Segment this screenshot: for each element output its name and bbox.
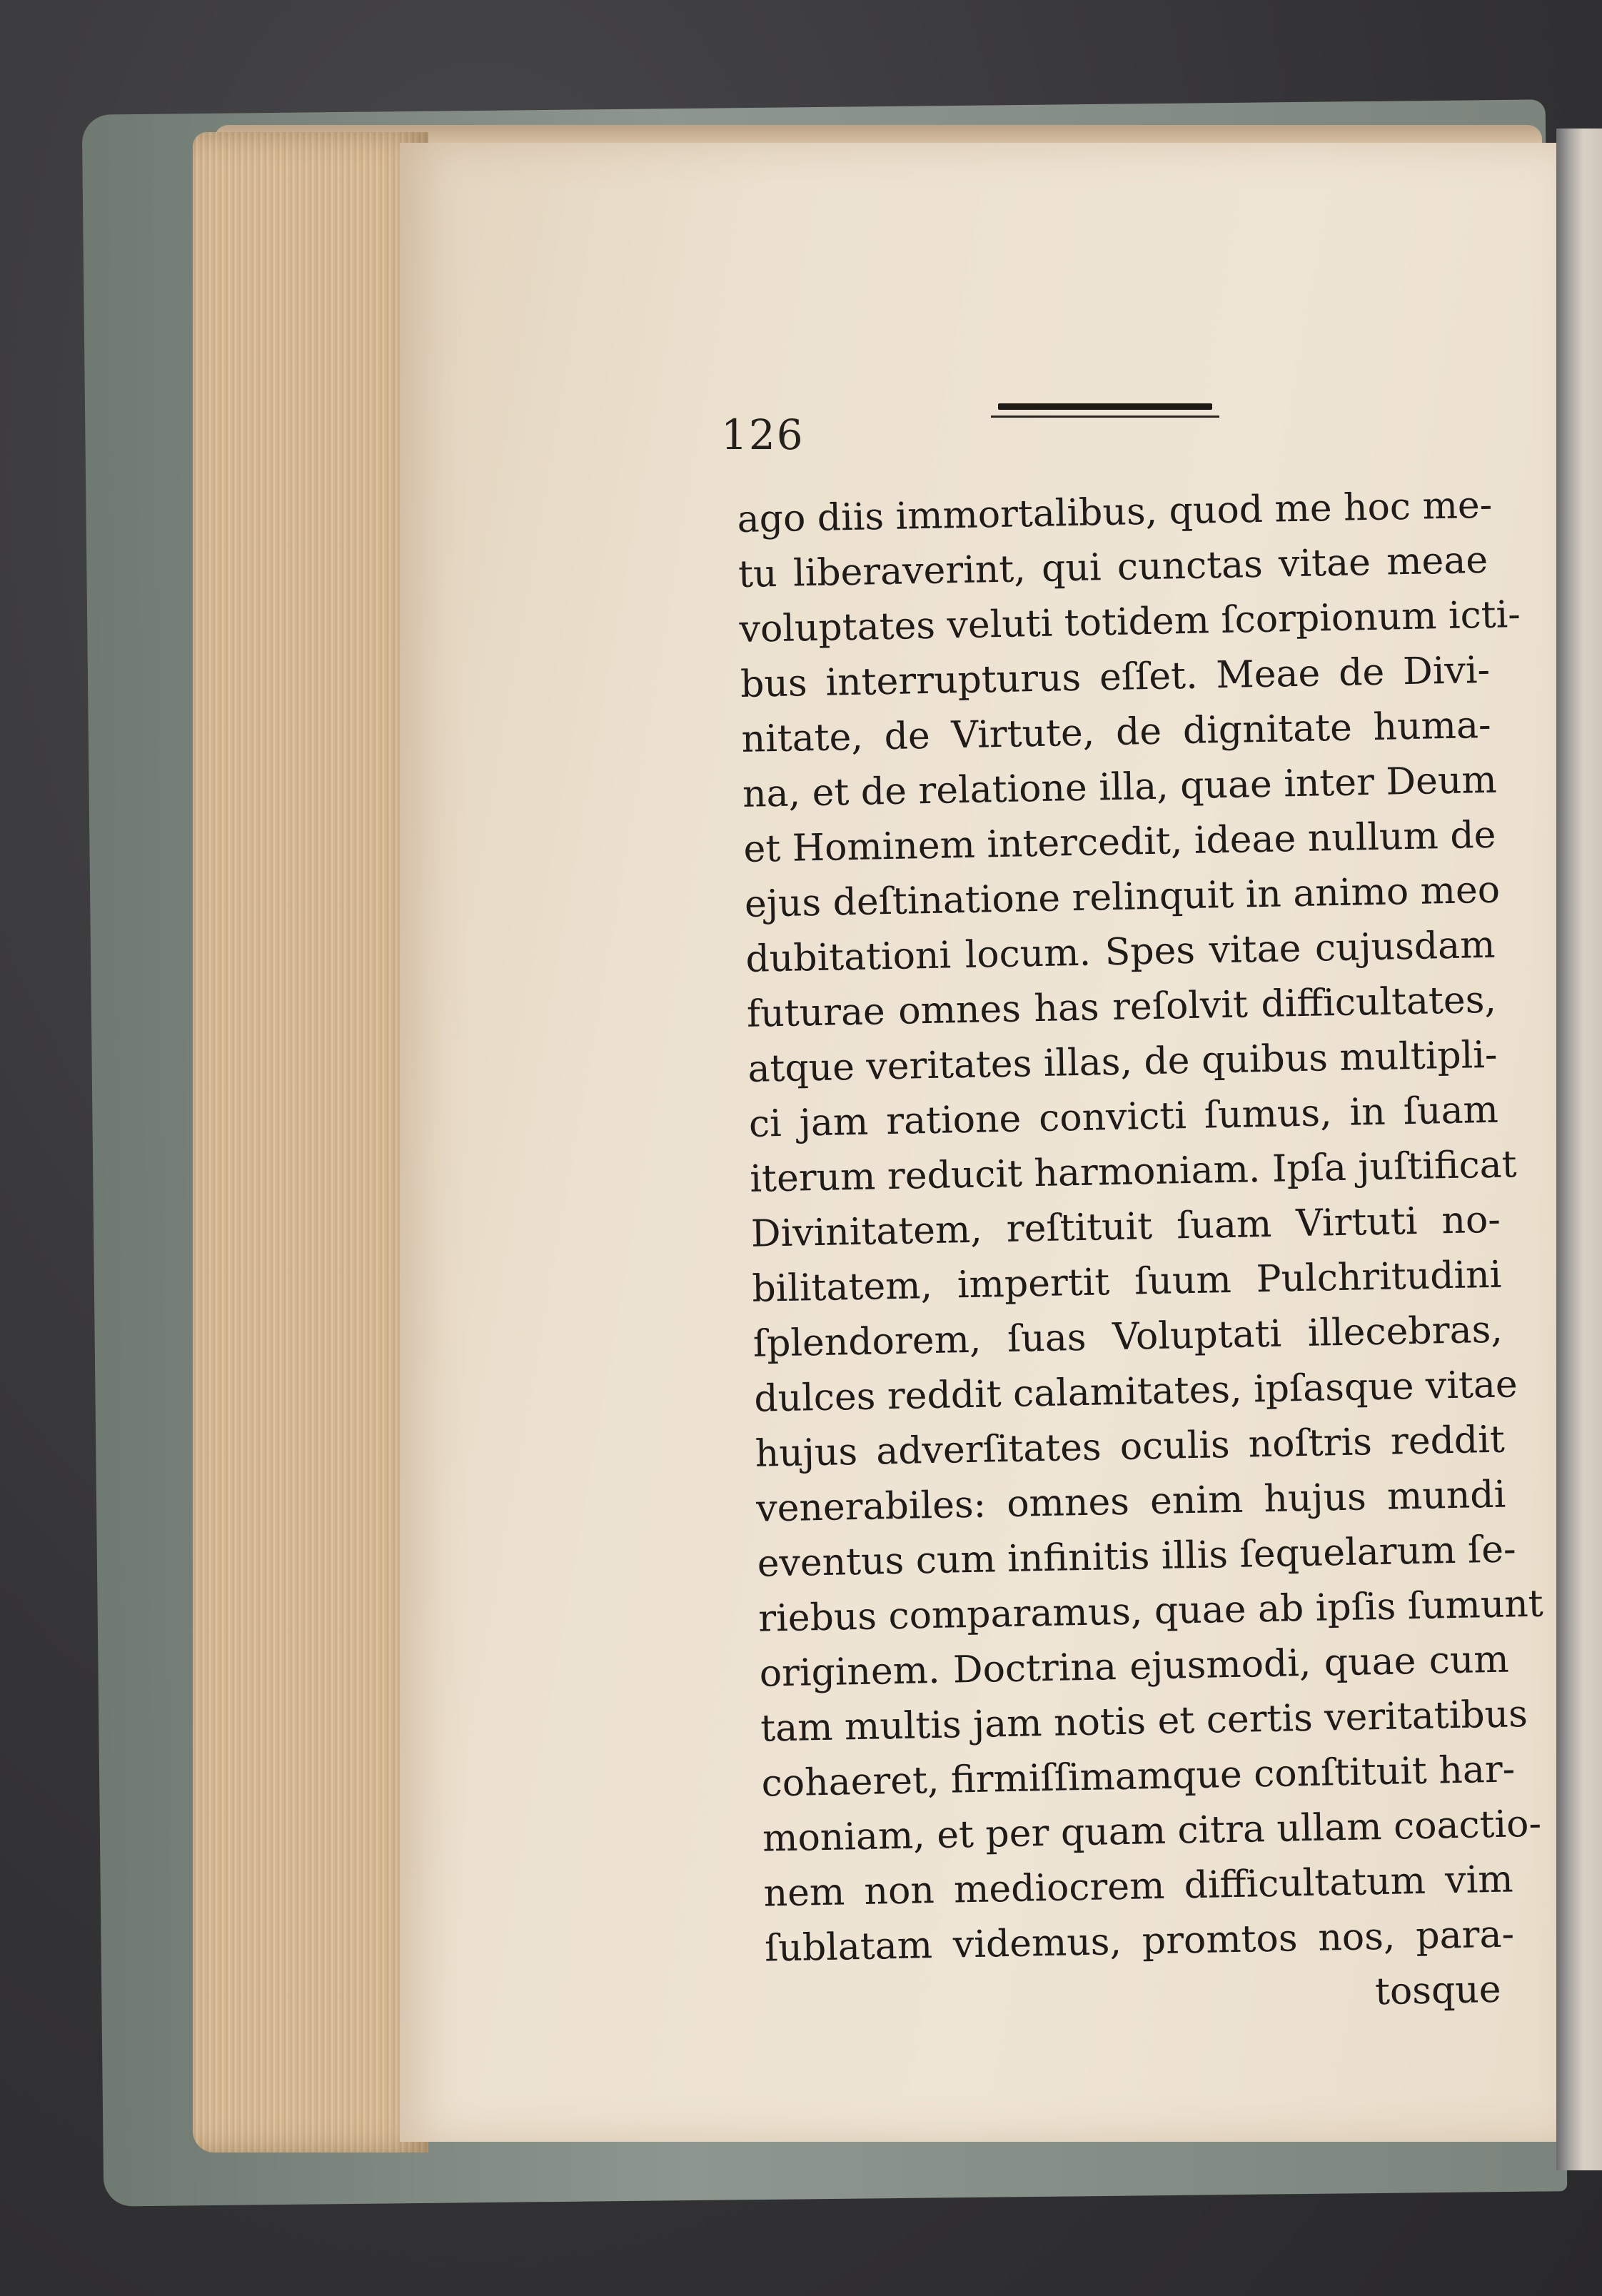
text-line: ſplendorem, ſuas Voluptati illecebras,: [752, 1308, 1503, 1366]
page-edges: [193, 132, 428, 2152]
text-line: bilitatem, impertit ſuum Pulchritudini: [751, 1253, 1502, 1311]
text-line: bus interrupturus eſſet. Meae de Divi-: [740, 648, 1491, 706]
text-line: dulces reddit calamitates, ipſasque vitae: [753, 1363, 1518, 1421]
header-rule: [998, 403, 1212, 410]
body-text: [737, 478, 1544, 2032]
text-line: nitate, de Virtute, de dignitate huma-: [741, 703, 1492, 761]
text-line: ci jam ratione convicti ſumus, in ſuam: [748, 1088, 1499, 1146]
page-number: 126: [721, 411, 805, 459]
text-line: na, et de relatione illa, quae inter Deum: [742, 758, 1498, 816]
text-line: ejus deſtinatione relinquit in animo meo: [744, 868, 1501, 926]
text-line: iterum reducit harmoniam. Ipſa juſtificat: [749, 1143, 1518, 1201]
text-line: riebus comparamus, quae ab ipſis ſumunt: [757, 1582, 1544, 1641]
text-line: ago diis immortalibus, quod me hoc me-: [737, 483, 1493, 541]
text-line: et Hominem intercedit, ideae nullum de: [743, 813, 1496, 871]
text-line: atque veritates illas, de quibus multipli-: [747, 1033, 1498, 1091]
text-line: originem. Doctrina ejusmodi, quae cum: [759, 1638, 1510, 1696]
header-rule-thin: [991, 416, 1219, 418]
text-line: nem non mediocrem difficultatum vim: [763, 1858, 1514, 1915]
catchword: tosque: [1374, 1968, 1502, 2014]
text-line: ſublatam videmus, promtos nos, para-: [764, 1913, 1515, 1970]
text-line: futurae omnes has reſolvit difficultates,: [746, 978, 1497, 1036]
text-line: moniam, et per quam citra ullam coactio-: [762, 1802, 1542, 1861]
text-line: eventus cum infinitis illis ſequelarum ſe-: [757, 1528, 1517, 1586]
text-line: dubitationi locum. Spes vitae cujusdam: [745, 923, 1496, 981]
text-line: voluptates veluti totidem ſcorpionum icti-: [739, 593, 1521, 651]
text-line: venerabiles: omnes enim hujus mundi: [755, 1473, 1506, 1531]
text-line: hujus adverſitates oculis noſtris reddit: [755, 1418, 1506, 1476]
text-line: cohaeret, firmiſſimamque conſtituit har-: [761, 1748, 1516, 1806]
facing-page-edge: [1556, 129, 1602, 2170]
text-line: tam multis jam notis et certis veritatibus: [760, 1693, 1528, 1751]
text-line: tu liberaverint, qui cunctas vitae meae: [737, 538, 1488, 596]
text-line: Divinitatem, reſtituit ſuam Virtuti no-: [750, 1198, 1501, 1256]
